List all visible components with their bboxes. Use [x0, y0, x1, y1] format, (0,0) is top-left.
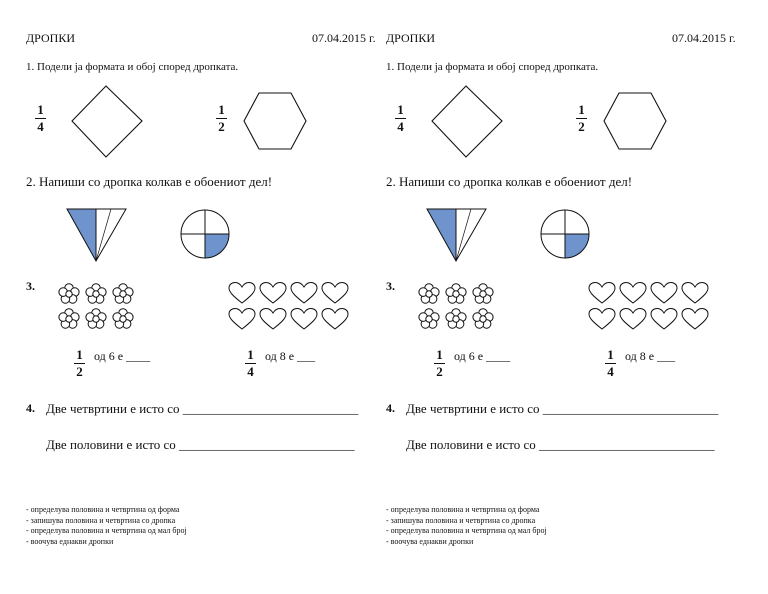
fraction-denominator: 4	[247, 364, 254, 379]
flower-icon	[473, 309, 493, 329]
fraction-denominator: 2	[76, 364, 83, 379]
objective-item: - запишува половина и четвртина со дропка	[386, 515, 536, 525]
flower-icon	[419, 284, 439, 304]
fraction-denominator: 2	[218, 119, 225, 134]
question-3-number: 3.	[386, 279, 395, 293]
question-2-text: 2. Напиши со дропка колкав е обоениот дел!	[386, 174, 633, 189]
fraction-denominator: 2	[436, 364, 443, 379]
flower-icon	[419, 309, 439, 329]
question-3-blank-a: од 6 е ____	[454, 349, 511, 363]
question-4-number: 4.	[26, 401, 35, 415]
heart-icon	[291, 309, 317, 330]
fraction-one-half	[434, 348, 445, 379]
fraction-denominator: 4	[397, 119, 404, 134]
heart-icon	[589, 309, 615, 330]
objective-item: - определува половина и четвртина од мал број	[386, 526, 547, 535]
fraction-one-quarter	[35, 103, 46, 134]
learning-objectives	[386, 505, 547, 547]
flowers-group	[414, 281, 514, 333]
flowers-group	[54, 281, 154, 333]
fraction-numerator: 1	[607, 347, 614, 362]
objective-item: - определува половина и четвртина од форма	[386, 505, 540, 514]
fraction-one-quarter	[245, 348, 256, 379]
fraction-denominator: 2	[578, 119, 585, 134]
heart-icon	[229, 283, 255, 304]
flower-icon	[59, 284, 79, 304]
diamond-shape	[70, 84, 144, 160]
diamond-shape	[430, 84, 504, 160]
fraction-numerator: 1	[397, 102, 404, 117]
heart-icon	[260, 309, 286, 330]
fraction-one-half	[74, 348, 85, 379]
worksheet-date: 07.04.2015 г.	[672, 31, 736, 45]
question-4-line-2: Две половини е исто со ___________________________	[406, 437, 715, 452]
heart-icon	[682, 309, 708, 330]
question-2-text: 2. Напиши со дропка колкав е обоениот дел!	[26, 174, 273, 189]
question-4-line-1: Две четвртини е исто со ___________________________	[406, 401, 719, 416]
learning-objectives	[26, 505, 187, 547]
question-3-number: 3.	[26, 279, 35, 293]
question-1-text: 1. Подели ја формата и обој според дропката.	[26, 61, 239, 73]
circle-shaded-figure	[537, 206, 593, 262]
heart-icon	[620, 309, 646, 330]
fraction-denominator: 4	[607, 364, 614, 379]
fraction-numerator: 1	[578, 102, 585, 117]
flower-icon	[446, 309, 466, 329]
hearts-group	[587, 280, 713, 332]
flower-icon	[113, 284, 133, 304]
flower-icon	[473, 284, 493, 304]
heart-icon	[682, 283, 708, 304]
heart-icon	[589, 283, 615, 304]
fraction-numerator: 1	[218, 102, 225, 117]
question-3-blank-b: од 8 е ___	[265, 349, 316, 363]
objective-item: - определува половина и четвртина од мал број	[26, 526, 187, 535]
hexagon-shape	[242, 91, 308, 151]
worksheet-right	[360, 0, 744, 594]
heart-icon	[651, 309, 677, 330]
flower-icon	[86, 284, 106, 304]
flower-icon	[446, 284, 466, 304]
fraction-numerator: 1	[76, 347, 83, 362]
question-3-blank-a: од 6 е ____	[94, 349, 151, 363]
heart-icon	[651, 283, 677, 304]
fraction-denominator: 4	[37, 119, 44, 134]
fraction-one-half	[576, 103, 587, 134]
question-4-line-2: Две половини е исто со ___________________________	[46, 437, 355, 452]
worksheet-title: ДРОПКИ	[386, 31, 436, 45]
heart-icon	[260, 283, 286, 304]
hexagon-shape	[602, 91, 668, 151]
heart-icon	[620, 283, 646, 304]
flower-icon	[86, 309, 106, 329]
fraction-numerator: 1	[436, 347, 443, 362]
question-3-blank-b: од 8 е ___	[625, 349, 676, 363]
triangle-shaded-figure	[426, 207, 488, 263]
worksheet-title: ДРОПКИ	[26, 31, 76, 45]
heart-icon	[322, 283, 348, 304]
heart-icon	[322, 309, 348, 330]
fraction-numerator: 1	[247, 347, 254, 362]
objective-item: - воочува еднакви дропки	[26, 536, 114, 546]
question-4-number: 4.	[386, 401, 395, 415]
worksheet-date: 07.04.2015 г.	[312, 31, 376, 45]
fraction-one-quarter	[395, 103, 406, 134]
flower-icon	[59, 309, 79, 329]
fraction-one-half	[216, 103, 227, 134]
fraction-numerator: 1	[37, 102, 44, 117]
objective-item: - воочува еднакви дропки	[386, 536, 474, 546]
hearts-group	[227, 280, 353, 332]
objective-item: - запишува половина и четвртина со дропка	[26, 515, 176, 525]
triangle-shaded-figure	[66, 207, 128, 263]
question-1-text: 1. Подели ја формата и обој според дропката.	[386, 61, 599, 73]
heart-icon	[291, 283, 317, 304]
fraction-one-quarter	[605, 348, 616, 379]
circle-shaded-figure	[177, 206, 233, 262]
question-4-line-1: Две четвртини е исто со ___________________________	[46, 401, 359, 416]
objective-item: - определува половина и четвртина од форма	[26, 505, 180, 514]
heart-icon	[229, 309, 255, 330]
flower-icon	[113, 309, 133, 329]
